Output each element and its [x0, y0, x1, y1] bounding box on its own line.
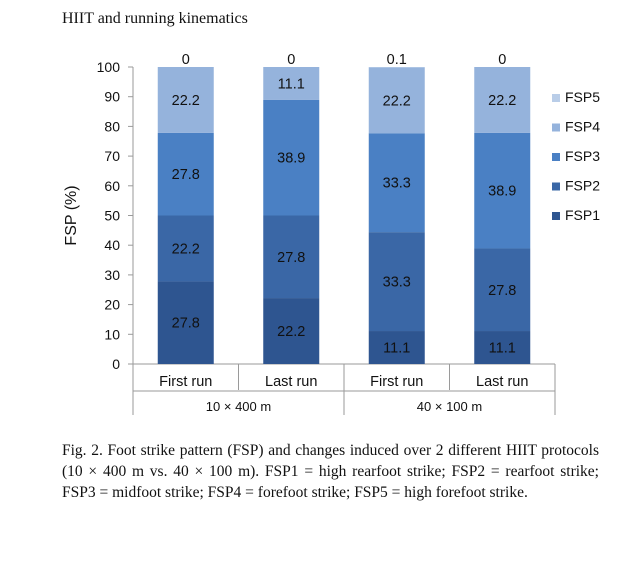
data-label: 0 — [287, 52, 296, 68]
data-label: 27.8 — [171, 315, 200, 332]
figure-caption: Fig. 2. Foot strike pattern (FSP) and changes induced over 2 different HIIT protocols (10 × 400 m vs. 40 × 100 m). FSP1 = high rearfoot strike; FSP2 = rearfoot strike; FSP3 = midfoot strike; FSP4 = forefoot strike; FSP5 = high forefoot strike. — [62, 442, 599, 501]
legend-swatch-fsp2 — [552, 183, 560, 191]
y-axis-title: FSP (%) — [63, 185, 80, 246]
data-label: 22.2 — [488, 92, 517, 109]
data-label: 22.2 — [277, 324, 306, 341]
x-category-label: First run — [370, 374, 424, 390]
legend-label: FSP2 — [565, 177, 601, 194]
y-tick-label: 60 — [104, 177, 120, 194]
y-tick-label: 20 — [104, 296, 120, 313]
data-label: 22.2 — [382, 93, 411, 110]
data-label: 33.3 — [382, 274, 411, 291]
y-tick-label: 80 — [104, 118, 120, 135]
data-label: 38.9 — [488, 183, 517, 200]
data-label: 22.2 — [171, 241, 200, 258]
data-label: 22.2 — [171, 92, 200, 109]
data-label: 27.8 — [277, 249, 306, 266]
y-tick-label: 30 — [104, 266, 120, 283]
legend-label: FSP1 — [565, 207, 601, 223]
legend-swatch-fsp5 — [552, 94, 560, 102]
legend-label: FSP3 — [565, 148, 601, 164]
x-category-label: First run — [159, 374, 213, 390]
legend-label: FSP5 — [565, 89, 601, 105]
data-label: 11.1 — [277, 76, 305, 93]
data-label: 0 — [181, 52, 190, 68]
x-group-label: 40 × 100 m — [416, 399, 483, 414]
y-tick-label: 90 — [104, 88, 120, 105]
data-label: 27.8 — [171, 167, 200, 184]
data-label: 11.1 — [383, 340, 411, 357]
x-group-label: 10 × 400 m — [205, 399, 272, 414]
y-tick-label: 0 — [112, 356, 120, 372]
legend-swatch-fsp1 — [552, 212, 560, 220]
y-tick-label: 40 — [104, 237, 120, 254]
data-label: 0 — [498, 52, 507, 68]
legend-label: FSP4 — [565, 118, 601, 135]
y-tick-label: 70 — [104, 148, 120, 165]
legend-swatch-fsp4 — [552, 124, 560, 132]
page-header-title: HIIT and running kinematics — [62, 10, 248, 27]
data-label: 33.3 — [382, 175, 411, 192]
data-label: 0.1 — [386, 52, 407, 68]
y-tick-label: 50 — [104, 207, 120, 224]
legend-swatch-fsp3 — [552, 153, 560, 161]
data-label: 38.9 — [277, 150, 306, 167]
y-tick-label: 10 — [104, 326, 120, 343]
y-tick-label: 100 — [96, 59, 120, 75]
x-category-label: Last run — [476, 374, 529, 390]
data-label: 11.1 — [488, 340, 516, 357]
x-category-label: Last run — [265, 374, 318, 390]
data-label: 27.8 — [488, 282, 517, 299]
